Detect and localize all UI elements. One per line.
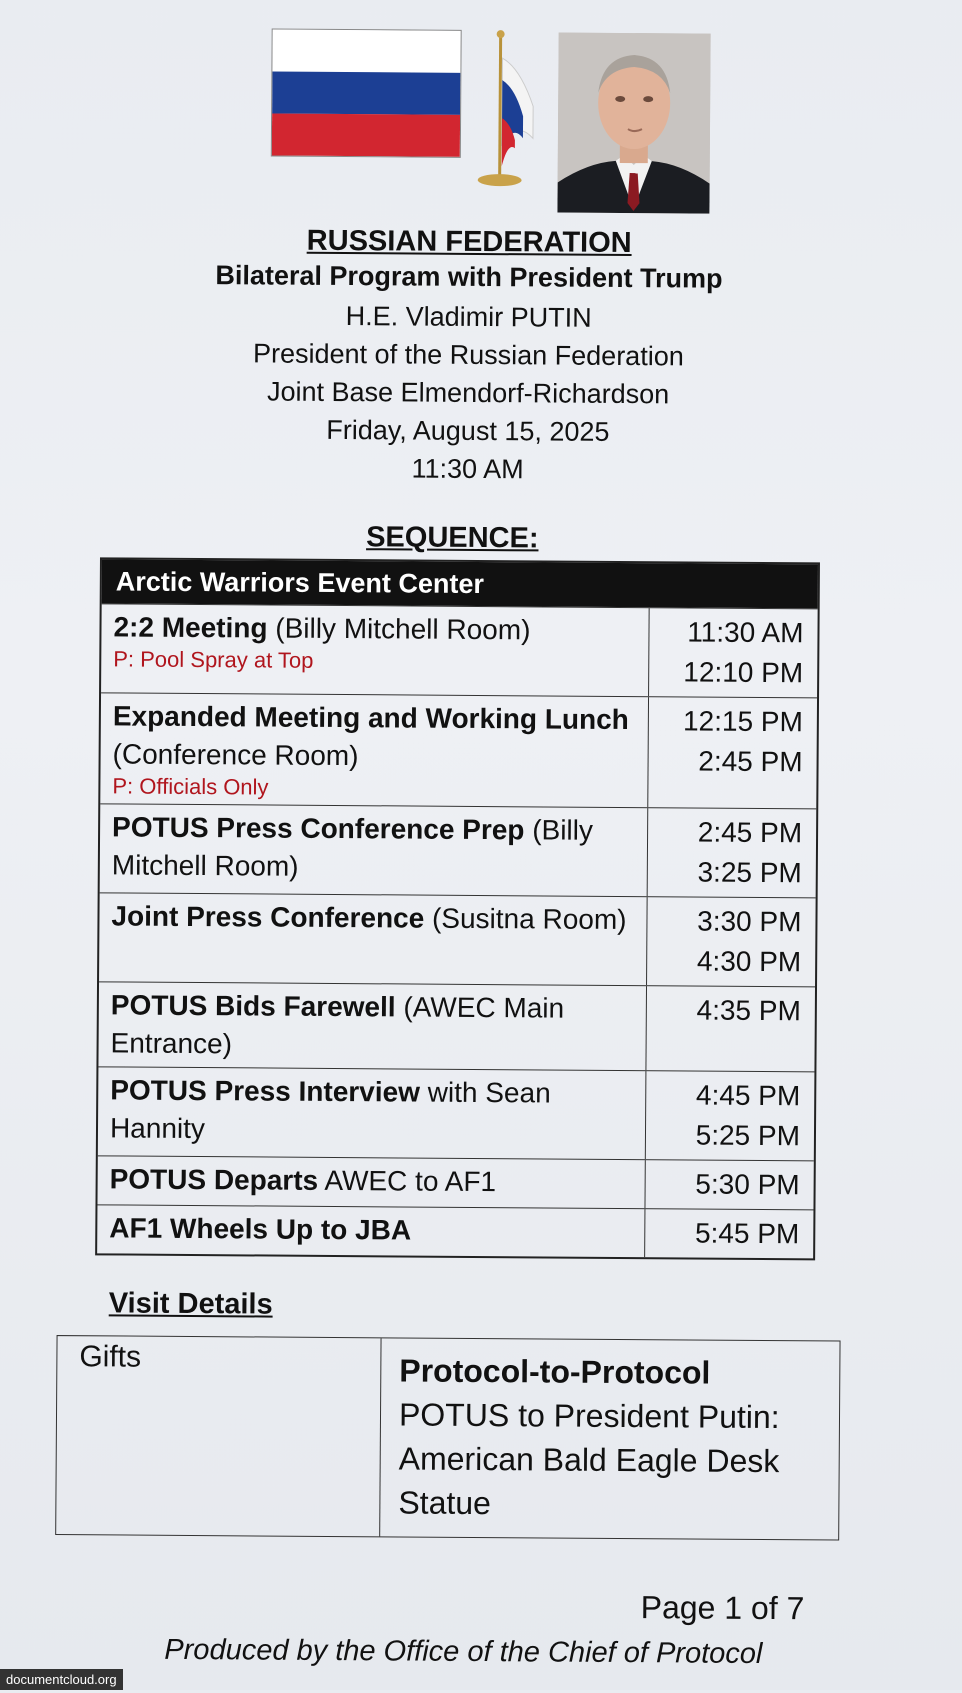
event-title: POTUS Bids Farewell	[110, 989, 396, 1023]
start-time: 3:30 PM	[697, 905, 802, 938]
event-cell	[99, 893, 648, 985]
header-line-time: 11:30 AM	[411, 453, 524, 485]
event-detail: AWEC to AF1	[318, 1164, 497, 1198]
time-cell	[646, 986, 815, 1071]
end-time: 3:25 PM	[697, 856, 802, 889]
produced-by: Produced by the Office of the Chief of Protocol	[164, 1633, 763, 1670]
table-row	[100, 692, 817, 808]
event-detail: (AWEC Main Entrance)	[110, 991, 565, 1060]
page-number: Page 1 of 7	[640, 1589, 805, 1627]
event-cell	[97, 1156, 645, 1208]
time-cell	[649, 608, 818, 697]
start-time: 12:15 PM	[682, 705, 803, 738]
visit-details-label: Visit Details	[108, 1287, 273, 1321]
table-row	[99, 892, 816, 986]
event-detail: with Sean Hannity	[109, 1076, 551, 1145]
event-title: Joint Press Conference	[111, 900, 425, 934]
desk-flag-icon	[475, 28, 546, 190]
start-time: 5:30 PM	[695, 1168, 800, 1201]
event-note: P: Pool Spray at Top	[113, 646, 314, 673]
event-title: POTUS Press Interview	[110, 1074, 421, 1108]
table-row	[97, 1204, 813, 1258]
header-line-role: President of the Russian Federation	[252, 338, 684, 372]
table-row	[97, 1155, 813, 1209]
end-time: 4:30 PM	[696, 945, 802, 978]
event-title: Expanded Meeting and Working Lunch	[112, 700, 629, 736]
start-time: 11:30 AM	[687, 616, 804, 649]
table-row	[98, 981, 815, 1071]
end-time: 2:45 PM	[698, 745, 803, 778]
gift-text: POTUS to President Putin: American Bald Eagle Desk Statue	[398, 1396, 780, 1522]
event-detail: (Billy Mitchell Room)	[111, 814, 594, 882]
table-row	[98, 1066, 815, 1160]
event-cell	[98, 1067, 647, 1159]
start-time: 5:45 PM	[694, 1217, 800, 1250]
end-time: 12:10 PM	[683, 656, 804, 689]
time-cell	[645, 1209, 813, 1258]
table-row	[101, 603, 818, 697]
gift-description	[380, 1338, 839, 1539]
watermark: documentcloud.org	[0, 1669, 123, 1690]
event-title: AF1 Wheels Up to JBA	[109, 1212, 412, 1246]
event-cell	[97, 1205, 645, 1257]
sequence-table	[95, 557, 820, 1260]
event-detail: (Billy Mitchell Room)	[267, 612, 531, 646]
event-title: POTUS Departs	[109, 1163, 319, 1196]
portrait-photo-icon	[557, 33, 710, 214]
event-cell	[100, 693, 649, 807]
event-note: P: Officials Only	[112, 773, 269, 800]
time-cell	[648, 808, 817, 897]
venue-header: Arctic Warriors Event Center	[102, 559, 818, 608]
document-subtitle: Bilateral Program with President Trump	[215, 260, 723, 294]
time-cell	[645, 1160, 813, 1209]
event-cell	[100, 804, 649, 896]
time-cell	[647, 897, 816, 986]
header-line-location: Joint Base Elmendorf-Richardson	[266, 376, 670, 410]
gift-heading: Protocol-to-Protocol	[399, 1352, 711, 1391]
end-time: 5:25 PM	[695, 1119, 801, 1152]
gifts-label: Gifts	[56, 1336, 381, 1536]
start-time: 4:35 PM	[696, 994, 801, 1027]
event-title: 2:2 Meeting	[113, 611, 268, 644]
document-title: RUSSIAN FEDERATION	[306, 224, 632, 260]
time-cell	[648, 697, 817, 808]
event-cell	[101, 604, 650, 696]
event-title: POTUS Press Conference Prep	[112, 811, 525, 846]
start-time: 4:45 PM	[695, 1079, 801, 1112]
time-cell	[646, 1071, 815, 1160]
russian-flag-icon	[271, 29, 462, 158]
sequence-label: SEQUENCE:	[366, 521, 539, 555]
visit-details-table	[55, 1335, 840, 1540]
table-row	[100, 803, 817, 897]
event-detail: (Susitna Room)	[424, 902, 627, 936]
header-line-date: Friday, August 15, 2025	[326, 414, 610, 447]
event-cell	[98, 982, 647, 1070]
event-detail: (Conference Room)	[112, 738, 359, 772]
start-time: 2:45 PM	[697, 816, 803, 849]
header-line-name: H.E. Vladimir PUTIN	[345, 301, 592, 333]
